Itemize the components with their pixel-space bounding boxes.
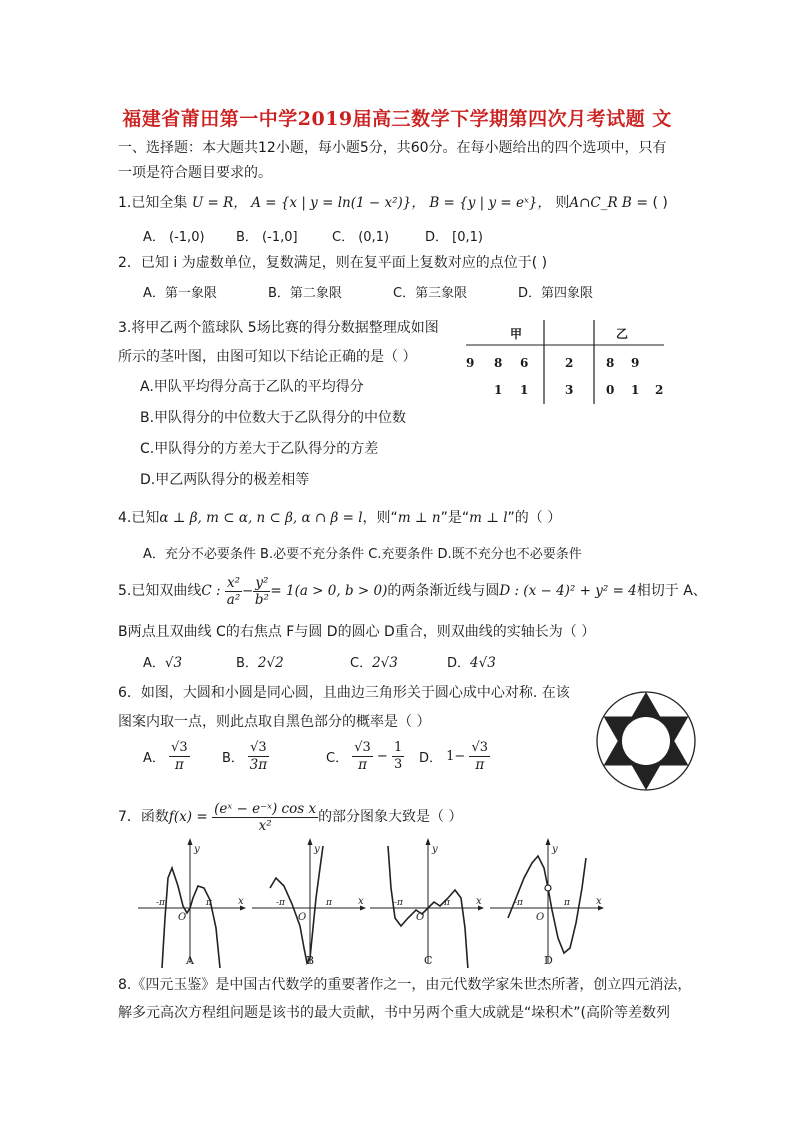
graph-y-arrow: [188, 838, 193, 845]
q6-option-c-frac2: [392, 740, 404, 773]
q7-fx: f(x) =: [168, 809, 208, 825]
frac-num: √3: [471, 740, 489, 755]
q1-expr: A∩C_R B: [569, 195, 632, 211]
q5-option-d-value: 4√3: [470, 655, 496, 671]
graph-origin-label: O: [536, 912, 545, 923]
q6-option-c-label: C．: [326, 751, 349, 766]
q1-set-u: U = R，: [191, 195, 247, 211]
q4-stmt-1: m ⊥ n: [397, 510, 441, 526]
graph-pi-label: π: [206, 898, 212, 908]
graph-origin-label: O: [298, 912, 307, 923]
q1-option-d: D． [0,1): [425, 230, 483, 245]
q6-option-c: [326, 740, 404, 773]
graph-hole-point: [545, 885, 551, 891]
q5-frac-y-num: y²: [255, 574, 269, 591]
frac-num: √3: [171, 740, 188, 755]
frac-den: π: [358, 757, 367, 773]
graph-letter-label: A: [186, 954, 194, 967]
q6-option-b: [222, 740, 269, 773]
question-2: 2．已知 i 为虚数单位，复数满足，则在复平面上复数对应的点位于( ): [118, 255, 548, 271]
graph-origin-label: O: [178, 912, 187, 923]
q6-option-d: [419, 740, 490, 773]
q6-circle-figure: [594, 689, 698, 793]
frac-num: √3: [354, 740, 371, 755]
stem-value: 3: [565, 383, 574, 397]
question-5-line2: B两点且双曲线 C的右焦点 F与圆 D的圆心 D重合，则双曲线的实轴长为（ ）: [118, 624, 596, 640]
question-6-line1: 6．如图，大圆和小圆是同心圆，且曲边三角形关于圆心成中心对称. 在该: [118, 685, 570, 701]
section-instructions-line2: 一项是符合题目要求的。: [118, 165, 272, 181]
q4-stmt-2: m ⊥ l: [469, 510, 508, 526]
graph-y-arrow: [426, 838, 431, 845]
section-instructions-line1: 一、选择题：本大题共12小题，每小题5分，共60分。在每小题给出的四个选项中，只有: [118, 140, 667, 156]
question-3-line2: 所示的茎叶图，由图可知以下结论正确的是（ ）: [118, 349, 417, 365]
graph-pi-label: π: [444, 898, 450, 908]
stem-leaf-right: 9: [631, 356, 640, 370]
q6-option-a: [143, 740, 190, 773]
graph-pi-label: π: [326, 898, 332, 908]
stem-leaf-left: 8: [494, 356, 503, 370]
q4-tail: ”的（ ）: [507, 510, 562, 526]
frac-num: √3: [250, 740, 267, 755]
q3-option-d: D.甲乙两队得分的极差相等: [140, 472, 310, 488]
q5-option-a-value: √3: [164, 655, 183, 671]
graph-letter-label: D: [544, 954, 553, 967]
q5-option-b: [236, 652, 284, 671]
question-1: [118, 193, 668, 213]
graph-letter-label: C: [424, 954, 433, 967]
hexagram-svg: [594, 689, 698, 793]
inner-circle: [622, 717, 670, 765]
frac-den: π: [174, 757, 184, 773]
stem-leaf-left: 6: [520, 356, 529, 370]
graph-x-label: x: [238, 896, 244, 907]
q4-mid2: ”是“: [440, 510, 470, 526]
graph-x-label: x: [476, 896, 482, 907]
stem-leaf-right: 2: [655, 383, 664, 397]
q5-prefix: 5.已知双曲线: [118, 583, 202, 599]
q5-mid: 的两条渐近线与圆: [387, 583, 500, 599]
q5-frac-x: [225, 575, 242, 608]
q5-condition: = 1(a > 0, b > 0): [270, 583, 388, 599]
q7-num: (eˣ − e⁻ˣ) cos x: [214, 800, 317, 817]
q3-option-a: A.甲队平均得分高于乙队的平均得分: [140, 379, 364, 395]
question-7: [118, 797, 463, 837]
q6-option-d-frac: [469, 740, 490, 773]
question-6-line2: 图案内取一点，则此点取自黑色部分的概率是（ ）: [118, 714, 431, 730]
graph-y-label: y: [552, 844, 558, 855]
graph-y-label: y: [432, 844, 438, 855]
q5-tail: 相切于 A、: [636, 583, 707, 599]
q7-graphs: [138, 838, 608, 968]
q7-graphs-svg: [138, 838, 608, 968]
q5-frac-y: [253, 575, 270, 608]
question-3-line1: 3.将甲乙两个篮球队 5场比赛的得分数据整理成如图: [118, 320, 439, 336]
stem-leaf-plot: [458, 316, 668, 406]
q1-option-a: A． (-1,0): [143, 230, 205, 245]
q5-option-a-label: A．: [143, 656, 165, 671]
graph-origin-label: O: [416, 912, 425, 923]
question-4: [118, 508, 561, 528]
graph-negpi-label: -π: [156, 898, 165, 908]
q6-option-d-label: D．: [419, 751, 443, 766]
q1-then: 则: [555, 195, 570, 211]
question-5-line1: 5.已知双曲线C : $\frac{\text{x²}}{\text{a²}}$ − $\frac{\text{y²}}{\text{b²}}$ = 1(a > 0, b > 0)的两条渐近线与圆D : (x − 4)² + y² = 4相切于 A、: [118, 574, 707, 608]
q4-options: A．充分不必要条件 B.必要不充分条件 C.充要条件 D.既不充分也不必要条件: [143, 547, 582, 562]
stem-value: 2: [565, 356, 574, 370]
q7-prefix: 7．函数: [118, 809, 169, 825]
graph-negpi-label: -π: [514, 898, 523, 908]
stem-right-header: 乙: [616, 327, 629, 341]
q4-condition: α ⊥ β, m ⊂ α, n ⊂ β, α ∩ β = l: [159, 510, 363, 526]
question-8-line2: 解多元高次方程组问题是该书的最大贡献，书中另两个重大成就是“垛积术”(高阶等差数列: [118, 1005, 670, 1021]
q2-option-b: B．第二象限: [268, 286, 342, 301]
page-title: 福建省莆田第一中学2019届高三数学下学期第四次月考试题 文: [122, 108, 672, 130]
stem-leaf-left: 9: [466, 356, 475, 370]
q2-option-d: D．第四象限: [518, 286, 594, 301]
q2-option-c: C．第三象限: [393, 286, 468, 301]
q6-option-b-frac: [248, 740, 269, 773]
stem-leaf-left: 1: [520, 383, 529, 397]
minus-sign: −: [376, 749, 388, 764]
q5-option-d: [447, 652, 496, 671]
graph-x-label: x: [596, 896, 602, 907]
q3-option-b: B.甲队得分的中位数大于乙队得分的中位数: [140, 410, 407, 426]
frac-num: 1: [393, 740, 403, 755]
q2-option-a: A．第一象限: [143, 286, 217, 301]
stem-leaf-left: 1: [494, 383, 503, 397]
one-minus: 1−: [446, 749, 466, 764]
q3-option-c: C.甲队得分的方差大于乙队得分的方差: [140, 441, 379, 457]
q1-set-a: A = {x | y = ln(1 − x²)}，: [251, 195, 425, 211]
graph-negpi-label: -π: [276, 898, 285, 908]
graph-pi-label: π: [564, 898, 570, 908]
q7-fraction: [212, 801, 318, 834]
q1-option-c: C． (0,1): [332, 230, 390, 245]
q5-option-d-label: D．: [447, 656, 471, 671]
q5-frac-x-num: x²: [226, 574, 241, 591]
q6-option-a-frac: [169, 740, 190, 773]
q5-option-b-value: 2√2: [257, 655, 284, 671]
frac-den: π: [475, 757, 485, 773]
graph-letter-label: B: [306, 954, 315, 967]
q1-set-b: B = {y | y = eˣ}，: [429, 195, 551, 211]
q5-option-c-value: 2√3: [372, 655, 398, 671]
stem-leaf-right: 0: [606, 383, 615, 397]
frac-den: 3: [393, 757, 403, 772]
q7-den: x²: [258, 817, 272, 834]
stem-leaf-right: 1: [631, 383, 640, 397]
q6-option-c-frac1: [352, 740, 373, 773]
graph-x-label: x: [358, 896, 364, 907]
q5-option-b-label: B．: [236, 656, 258, 671]
q5-frac-x-den: a²: [226, 591, 241, 608]
q6-option-a-label: A．: [143, 751, 165, 766]
q5-frac-y-den: b²: [254, 591, 269, 608]
q1-option-b: B． (-1,0]: [236, 230, 298, 245]
q1-prefix: 1.已知全集: [118, 195, 188, 211]
graph-negpi-label: -π: [394, 898, 403, 908]
q5-option-c: [350, 652, 398, 671]
graph-curve: [162, 868, 220, 968]
graph-y-arrow: [308, 838, 313, 845]
q7-tail: 的部分图象大致是（ ）: [318, 809, 463, 825]
q5-option-c-label: C．: [350, 656, 373, 671]
q4-prefix: 4.已知: [118, 510, 160, 526]
graph-y-label: y: [194, 844, 200, 855]
q5-circle: D : (x − 4)² + y² = 4: [499, 583, 637, 599]
q5-curve-name: C :: [201, 583, 221, 599]
graph-y-arrow: [546, 838, 551, 845]
q5-option-a: [143, 652, 182, 671]
q4-mid: ，则“: [362, 510, 398, 526]
q6-option-b-label: B．: [222, 751, 244, 766]
stem-left-header: 甲: [510, 327, 523, 341]
graph-y-label: y: [314, 844, 320, 855]
q1-bracket: = ( ): [636, 195, 668, 211]
stem-leaf-right: 8: [606, 356, 615, 370]
frac-den: 3π: [249, 757, 268, 773]
question-8-line1: 8.《四元玉鉴》是中国古代数学的重要著作之一，由元代数学家朱世杰所著，创立四元消法，: [118, 977, 692, 993]
